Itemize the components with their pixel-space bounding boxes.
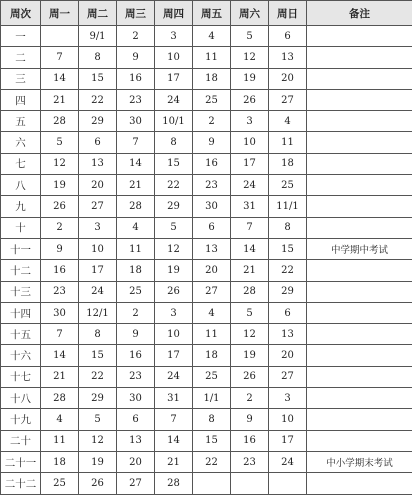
- date-cell-monday: 19: [41, 175, 79, 196]
- date-cell-saturday: 9: [231, 409, 269, 430]
- table-row: [1, 366, 412, 387]
- date-cell-saturday: 19: [231, 345, 269, 366]
- date-cell-friday: 27: [193, 281, 231, 302]
- date-cell-friday: 4: [193, 302, 231, 323]
- date-cell-wednesday: 11: [117, 238, 155, 259]
- date-cell-thursday: 28: [155, 473, 193, 494]
- date-cell-friday: 25: [193, 366, 231, 387]
- date-cell-friday: 16: [193, 153, 231, 174]
- table-body: [1, 26, 412, 495]
- note-cell: [307, 175, 412, 196]
- date-cell-saturday: 26: [231, 89, 269, 110]
- date-cell-tuesday: 27: [79, 196, 117, 217]
- date-cell-saturday: 14: [231, 238, 269, 259]
- week-cell: 十七: [1, 366, 41, 387]
- table-row: [1, 324, 412, 345]
- week-cell: 十八: [1, 388, 41, 409]
- note-cell: 中小学期末考试: [307, 451, 412, 472]
- note-cell: [307, 26, 412, 47]
- date-cell-sunday: 17: [269, 430, 307, 451]
- date-cell-friday: [193, 473, 231, 494]
- week-cell: 一: [1, 26, 41, 47]
- date-cell-friday: 8: [193, 409, 231, 430]
- date-cell-tuesday: 8: [79, 47, 117, 68]
- date-cell-wednesday: 2: [117, 302, 155, 323]
- date-cell-sunday: 27: [269, 366, 307, 387]
- date-cell-wednesday: 9: [117, 324, 155, 345]
- date-cell-tuesday: 26: [79, 473, 117, 494]
- note-cell: [307, 366, 412, 387]
- date-cell-wednesday: 2: [117, 26, 155, 47]
- date-cell-saturday: 23: [231, 451, 269, 472]
- date-cell-tuesday: 3: [79, 217, 117, 238]
- date-cell-sunday: 3: [269, 388, 307, 409]
- date-cell-sunday: 8: [269, 217, 307, 238]
- week-cell: 三: [1, 68, 41, 89]
- date-cell-sunday: [269, 473, 307, 494]
- date-cell-thursday: 10: [155, 47, 193, 68]
- date-cell-wednesday: 23: [117, 366, 155, 387]
- date-cell-monday: 7: [41, 47, 79, 68]
- date-cell-monday: 4: [41, 409, 79, 430]
- header-wednesday: 周三: [117, 1, 155, 26]
- date-cell-sunday: 13: [269, 324, 307, 345]
- table-row: [1, 196, 412, 217]
- date-cell-wednesday: 18: [117, 260, 155, 281]
- date-cell-wednesday: 9: [117, 47, 155, 68]
- date-cell-tuesday: 15: [79, 345, 117, 366]
- date-cell-friday: 2: [193, 111, 231, 132]
- date-cell-monday: 2: [41, 217, 79, 238]
- date-cell-saturday: 31: [231, 196, 269, 217]
- note-cell: [307, 473, 412, 494]
- date-cell-saturday: 17: [231, 153, 269, 174]
- week-cell: 十二: [1, 260, 41, 281]
- note-cell: [307, 68, 412, 89]
- table-row: [1, 26, 412, 47]
- date-cell-saturday: 7: [231, 217, 269, 238]
- header-monday: 周一: [41, 1, 79, 26]
- date-cell-monday: 14: [41, 345, 79, 366]
- date-cell-thursday: 21: [155, 451, 193, 472]
- note-cell: [307, 409, 412, 430]
- note-cell: [307, 260, 412, 281]
- note-cell: [307, 281, 412, 302]
- date-cell-monday: 5: [41, 132, 79, 153]
- date-cell-sunday: 25: [269, 175, 307, 196]
- header-notes: 备注: [307, 1, 412, 26]
- date-cell-tuesday: 19: [79, 451, 117, 472]
- date-cell-saturday: 3: [231, 111, 269, 132]
- week-cell: 七: [1, 153, 41, 174]
- note-cell: [307, 47, 412, 68]
- date-cell-sunday: 27: [269, 89, 307, 110]
- date-cell-friday: 11: [193, 324, 231, 345]
- date-cell-tuesday: 22: [79, 366, 117, 387]
- note-cell: [307, 111, 412, 132]
- date-cell-wednesday: 13: [117, 430, 155, 451]
- date-cell-thursday: 17: [155, 68, 193, 89]
- date-cell-monday: [41, 26, 79, 47]
- date-cell-sunday: 6: [269, 302, 307, 323]
- table-row: [1, 388, 412, 409]
- date-cell-monday: 7: [41, 324, 79, 345]
- date-cell-tuesday: 8: [79, 324, 117, 345]
- header-tuesday: 周二: [79, 1, 117, 26]
- date-cell-monday: 26: [41, 196, 79, 217]
- table-row: [1, 430, 412, 451]
- header-thursday: 周四: [155, 1, 193, 26]
- date-cell-sunday: 10: [269, 409, 307, 430]
- date-cell-sunday: 4: [269, 111, 307, 132]
- date-cell-monday: 21: [41, 366, 79, 387]
- date-cell-sunday: 6: [269, 26, 307, 47]
- header-saturday: 周六: [231, 1, 269, 26]
- date-cell-tuesday: 13: [79, 153, 117, 174]
- date-cell-thursday: 15: [155, 153, 193, 174]
- date-cell-friday: 18: [193, 345, 231, 366]
- table-row: [1, 153, 412, 174]
- date-cell-saturday: 16: [231, 430, 269, 451]
- table-row: [1, 111, 412, 132]
- date-cell-saturday: 10: [231, 132, 269, 153]
- date-cell-friday: 15: [193, 430, 231, 451]
- date-cell-wednesday: 27: [117, 473, 155, 494]
- note-cell: [307, 217, 412, 238]
- table-row: [1, 132, 412, 153]
- week-cell: 二十: [1, 430, 41, 451]
- date-cell-sunday: 13: [269, 47, 307, 68]
- date-cell-friday: 13: [193, 238, 231, 259]
- date-cell-thursday: 10: [155, 324, 193, 345]
- date-cell-thursday: 29: [155, 196, 193, 217]
- table-row: [1, 175, 412, 196]
- table-row: [1, 409, 412, 430]
- date-cell-monday: 18: [41, 451, 79, 472]
- date-cell-thursday: 12: [155, 238, 193, 259]
- table-row: [1, 473, 412, 494]
- week-cell: 四: [1, 89, 41, 110]
- date-cell-tuesday: 12/1: [79, 302, 117, 323]
- week-cell: 十一: [1, 238, 41, 259]
- date-cell-friday: 25: [193, 89, 231, 110]
- table-row: [1, 345, 412, 366]
- note-cell: [307, 89, 412, 110]
- date-cell-tuesday: 20: [79, 175, 117, 196]
- date-cell-monday: 9: [41, 238, 79, 259]
- date-cell-friday: 1/1: [193, 388, 231, 409]
- week-cell: 十六: [1, 345, 41, 366]
- note-cell: [307, 388, 412, 409]
- date-cell-wednesday: 7: [117, 132, 155, 153]
- date-cell-wednesday: 4: [117, 217, 155, 238]
- date-cell-thursday: 14: [155, 430, 193, 451]
- week-cell: 八: [1, 175, 41, 196]
- table-row: [1, 47, 412, 68]
- date-cell-sunday: 20: [269, 345, 307, 366]
- date-cell-tuesday: 5: [79, 409, 117, 430]
- date-cell-wednesday: 28: [117, 196, 155, 217]
- week-cell: 十五: [1, 324, 41, 345]
- date-cell-sunday: 11/1: [269, 196, 307, 217]
- date-cell-thursday: 26: [155, 281, 193, 302]
- date-cell-sunday: 11: [269, 132, 307, 153]
- date-cell-wednesday: 16: [117, 68, 155, 89]
- date-cell-wednesday: 14: [117, 153, 155, 174]
- date-cell-saturday: 26: [231, 366, 269, 387]
- date-cell-thursday: 5: [155, 217, 193, 238]
- date-cell-friday: 22: [193, 451, 231, 472]
- date-cell-monday: 16: [41, 260, 79, 281]
- date-cell-saturday: 2: [231, 388, 269, 409]
- table-row: [1, 89, 412, 110]
- date-cell-sunday: 24: [269, 451, 307, 472]
- date-cell-saturday: 19: [231, 68, 269, 89]
- date-cell-friday: 9: [193, 132, 231, 153]
- date-cell-wednesday: 16: [117, 345, 155, 366]
- date-cell-friday: 6: [193, 217, 231, 238]
- note-cell: [307, 324, 412, 345]
- date-cell-sunday: 29: [269, 281, 307, 302]
- date-cell-wednesday: 30: [117, 111, 155, 132]
- date-cell-thursday: 3: [155, 302, 193, 323]
- date-cell-saturday: [231, 473, 269, 494]
- date-cell-tuesday: 12: [79, 430, 117, 451]
- date-cell-friday: 11: [193, 47, 231, 68]
- header-week: 周次: [1, 1, 41, 26]
- date-cell-thursday: 24: [155, 89, 193, 110]
- date-cell-wednesday: 20: [117, 451, 155, 472]
- date-cell-thursday: 22: [155, 175, 193, 196]
- table-row: [1, 68, 412, 89]
- table-row: [1, 217, 412, 238]
- date-cell-monday: 25: [41, 473, 79, 494]
- header-row: [1, 1, 412, 26]
- date-cell-tuesday: 10: [79, 238, 117, 259]
- date-cell-wednesday: 30: [117, 388, 155, 409]
- date-cell-saturday: 12: [231, 47, 269, 68]
- week-cell: 十四: [1, 302, 41, 323]
- table-row: [1, 302, 412, 323]
- date-cell-sunday: 18: [269, 153, 307, 174]
- note-cell: [307, 302, 412, 323]
- note-cell: [307, 132, 412, 153]
- note-cell: [307, 345, 412, 366]
- week-cell: 二十二: [1, 473, 41, 494]
- table-row: [1, 260, 412, 281]
- date-cell-thursday: 7: [155, 409, 193, 430]
- date-cell-tuesday: 9/1: [79, 26, 117, 47]
- header-friday: 周五: [193, 1, 231, 26]
- date-cell-sunday: 15: [269, 238, 307, 259]
- date-cell-friday: 30: [193, 196, 231, 217]
- date-cell-friday: 18: [193, 68, 231, 89]
- note-cell: [307, 196, 412, 217]
- date-cell-wednesday: 23: [117, 89, 155, 110]
- date-cell-thursday: 17: [155, 345, 193, 366]
- date-cell-sunday: 20: [269, 68, 307, 89]
- date-cell-tuesday: 29: [79, 388, 117, 409]
- table-header: [1, 1, 412, 26]
- note-cell: [307, 153, 412, 174]
- date-cell-friday: 23: [193, 175, 231, 196]
- date-cell-wednesday: 21: [117, 175, 155, 196]
- date-cell-saturday: 24: [231, 175, 269, 196]
- week-cell: 二十一: [1, 451, 41, 472]
- date-cell-saturday: 5: [231, 26, 269, 47]
- date-cell-saturday: 5: [231, 302, 269, 323]
- date-cell-monday: 11: [41, 430, 79, 451]
- date-cell-thursday: 8: [155, 132, 193, 153]
- date-cell-thursday: 10/1: [155, 111, 193, 132]
- date-cell-tuesday: 29: [79, 111, 117, 132]
- date-cell-wednesday: 25: [117, 281, 155, 302]
- note-cell: 中学期中考试: [307, 238, 412, 259]
- week-cell: 九: [1, 196, 41, 217]
- date-cell-monday: 30: [41, 302, 79, 323]
- date-cell-tuesday: 17: [79, 260, 117, 281]
- table-row: [1, 238, 412, 259]
- date-cell-saturday: 21: [231, 260, 269, 281]
- week-cell: 五: [1, 111, 41, 132]
- date-cell-monday: 21: [41, 89, 79, 110]
- date-cell-thursday: 24: [155, 366, 193, 387]
- table-row: [1, 281, 412, 302]
- date-cell-thursday: 19: [155, 260, 193, 281]
- date-cell-thursday: 3: [155, 26, 193, 47]
- date-cell-saturday: 28: [231, 281, 269, 302]
- date-cell-friday: 4: [193, 26, 231, 47]
- date-cell-saturday: 12: [231, 324, 269, 345]
- date-cell-wednesday: 6: [117, 409, 155, 430]
- note-cell: [307, 430, 412, 451]
- week-cell: 十: [1, 217, 41, 238]
- date-cell-monday: 28: [41, 388, 79, 409]
- date-cell-sunday: 22: [269, 260, 307, 281]
- week-cell: 十三: [1, 281, 41, 302]
- week-cell: 六: [1, 132, 41, 153]
- date-cell-tuesday: 22: [79, 89, 117, 110]
- date-cell-monday: 14: [41, 68, 79, 89]
- date-cell-tuesday: 6: [79, 132, 117, 153]
- date-cell-monday: 12: [41, 153, 79, 174]
- date-cell-monday: 23: [41, 281, 79, 302]
- week-cell: 十九: [1, 409, 41, 430]
- date-cell-thursday: 31: [155, 388, 193, 409]
- date-cell-monday: 28: [41, 111, 79, 132]
- date-cell-friday: 20: [193, 260, 231, 281]
- date-cell-tuesday: 24: [79, 281, 117, 302]
- date-cell-tuesday: 15: [79, 68, 117, 89]
- week-cell: 二: [1, 47, 41, 68]
- header-sunday: 周日: [269, 1, 307, 26]
